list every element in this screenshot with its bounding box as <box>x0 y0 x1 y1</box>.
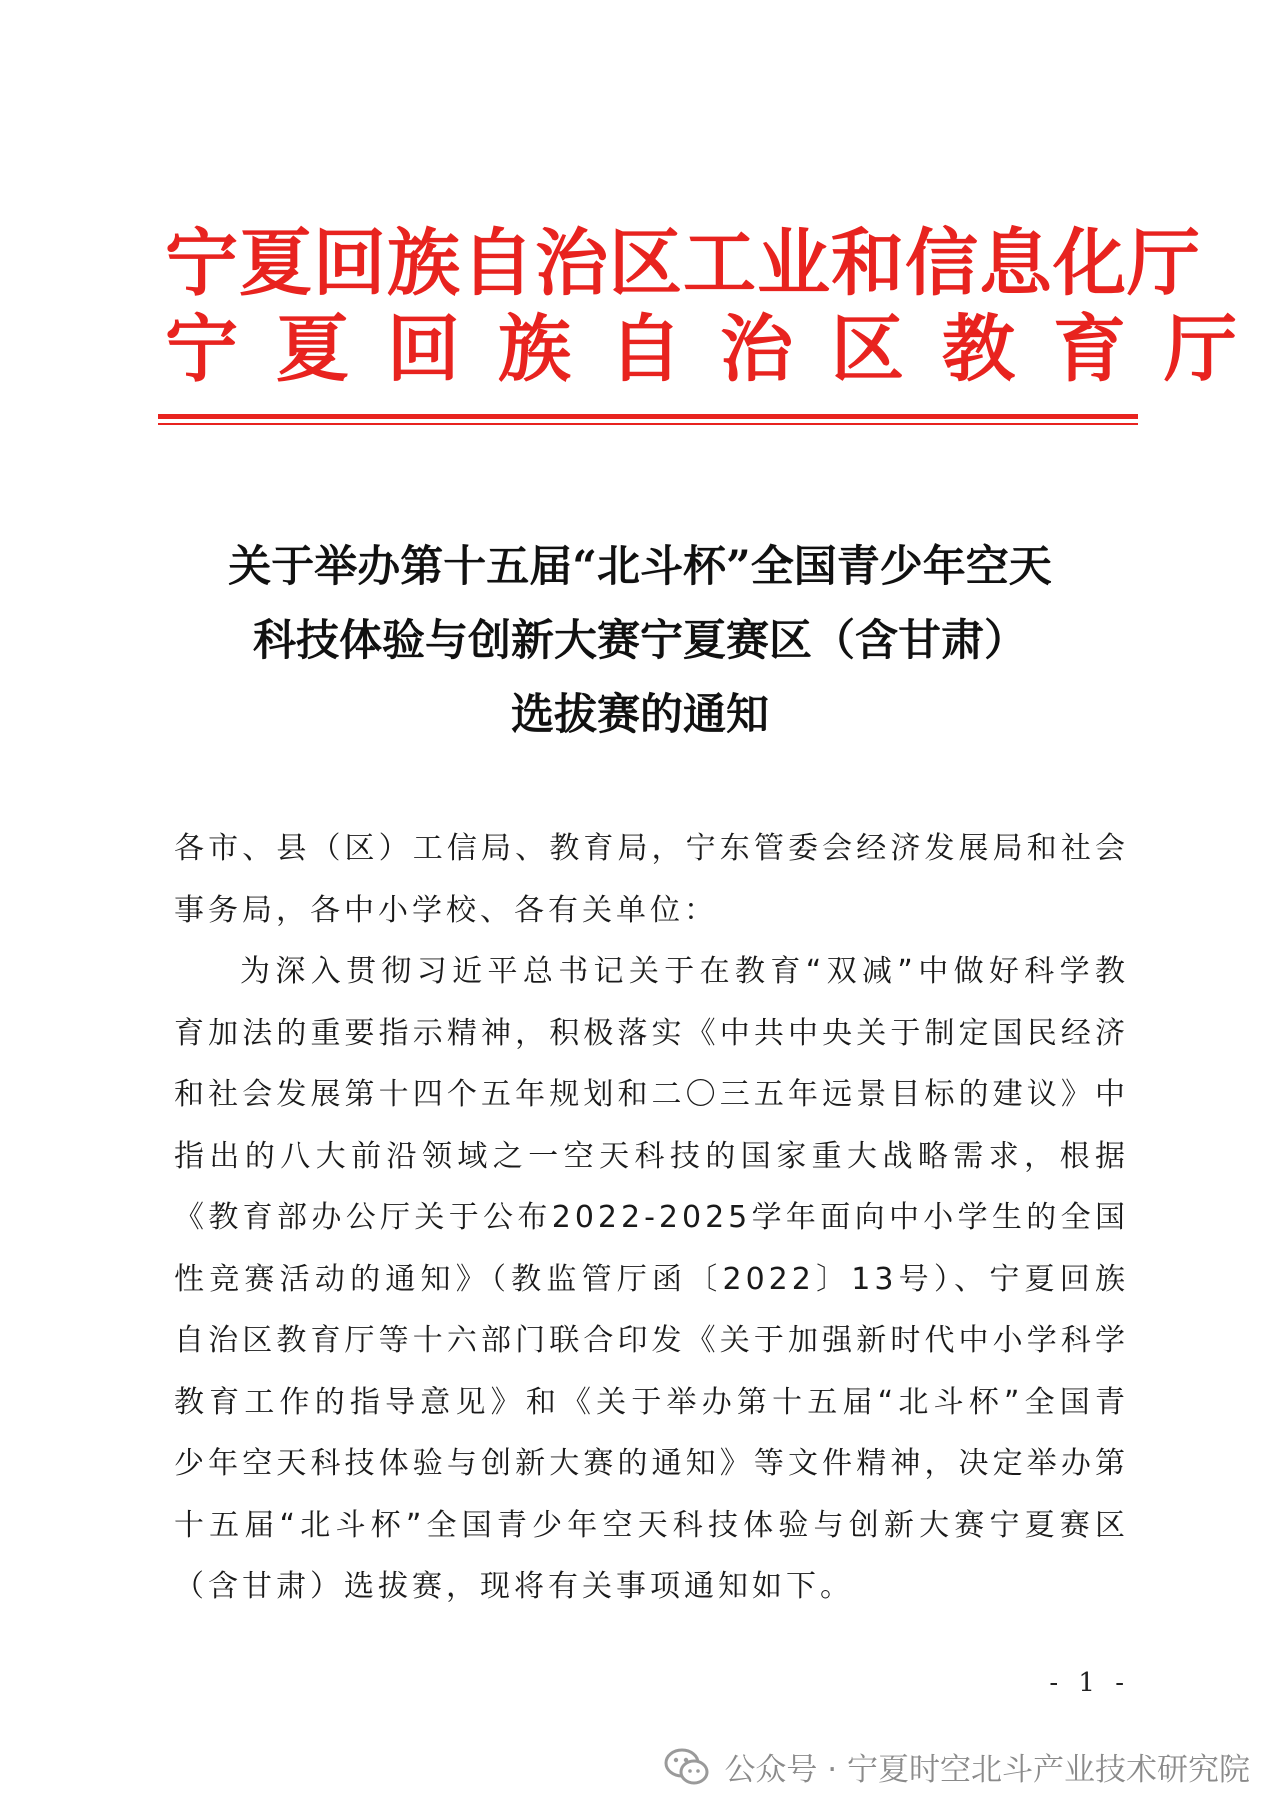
document-header <box>165 220 1275 392</box>
salutation: 各市、县（区）工信局、教育局，宁东管委会经济发展局和社会事务局，各中小学校、各有关单位： <box>174 831 1129 928</box>
body-paragraph: 为深入贯彻习近平总书记关于在教育“双减”中做好科学教育加法的重要指示精神，积极落实《中共中央关于制定国民经济和社会发展第十四个五年规划和二〇三五年远景目标的建议》中指出的八大前沿领域之一空天科技的国家重大战略需求，根据《教育部办公厅关于公布2022-2025学年面向中小学生的全国性竞赛活动的通知》（教监管厅函〔2022〕13号）、宁夏回族自治区教育厅等十六部门联合印发《关于加强新时代中小学科学教育工作的指导意见》和《关于举办第十五届“北斗杯”全国青少年空天科技体验与创新大赛的通知》等文件精神，决定举办第十五届“北斗杯”全国青少年空天科技体验与创新大赛宁夏赛区（含甘肃）选拔赛，现将有关事项通知如下。 <box>174 954 1129 1604</box>
wechat-icon <box>664 1747 710 1787</box>
issuing-org-education: 宁夏回族自治区教育厅 <box>165 306 1275 392</box>
header-red-rule-thin <box>158 423 1138 425</box>
title-line-1: 关于举办第十五届“北斗杯”全国青少年空天 <box>228 542 1052 592</box>
title-line-2: 科技体验与创新大赛宁夏赛区（含甘肃） <box>253 616 1027 666</box>
page-number: - 1 - <box>1049 1668 1130 1698</box>
issuing-org-industry: 宁夏回族自治区工业和信息化厅 <box>165 220 1201 306</box>
document-title <box>160 530 1120 752</box>
document-body <box>174 818 1129 1618</box>
title-line-3: 选拔赛的通知 <box>511 690 769 740</box>
header-red-rule <box>158 414 1138 419</box>
watermark-text: 公众号 · 宁夏时空北斗产业技术研究院 <box>724 1752 1250 1788</box>
watermark <box>664 1744 1250 1789</box>
